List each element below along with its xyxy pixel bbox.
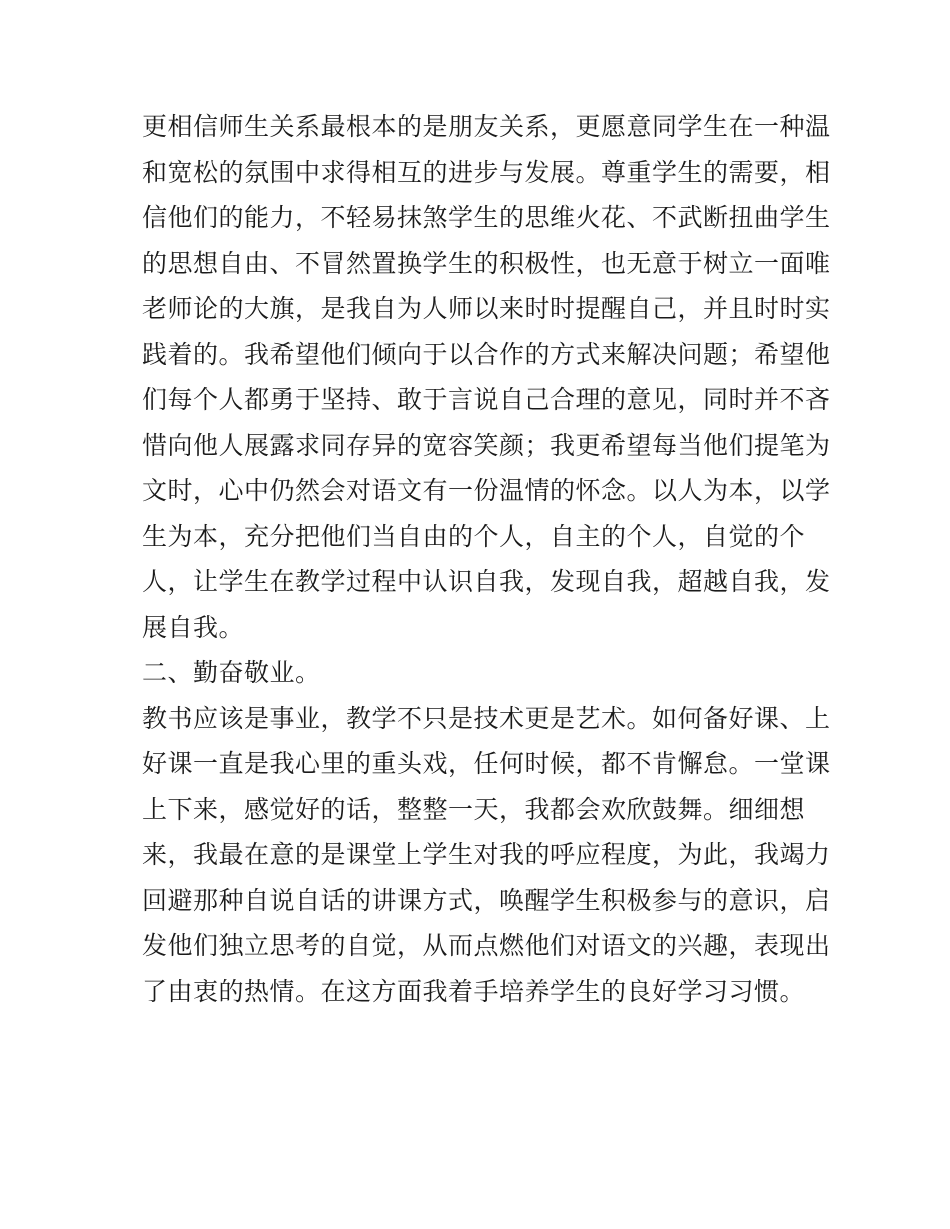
text-line: 文时，心中仍然会对语文有一份温情的怀念。以人为本，以学 xyxy=(142,476,831,505)
text-line: 们每个人都勇于坚持、敢于言说自己合理的意见，同时并不吝 xyxy=(142,385,831,414)
text-line: 老师论的大旗，是我自为人师以来时时提醒自己，并且时时实 xyxy=(142,294,831,323)
text-line: 践着的。我希望他们倾向于以合作的方式来解决问题；希望他 xyxy=(142,339,831,369)
text-line: 的思想自由、不冒然置换学生的积极性，也无意于树立一面唯 xyxy=(142,248,831,278)
text-line: 回避那种自说自话的讲课方式，唤醒学生积极参与的意识，启 xyxy=(142,885,831,915)
text-line: 人，让学生在教学过程中认识自我，发现自我，超越自我，发 xyxy=(142,567,831,596)
body-text xyxy=(142,104,831,1014)
text-line: 上下来，感觉好的话，整整一天，我都会欢欣鼓舞。细细想 xyxy=(142,794,806,824)
text-line: 了由衷的热情。在这方面我着手培养学生的良好学习习惯。 xyxy=(142,976,806,1006)
text-line: 惜向他人展露求同存异的宽容笑颜；我更希望每当他们提笔为 xyxy=(142,430,831,460)
section-heading: 二、勤奋敬业。 xyxy=(142,658,321,687)
text-line: 发他们独立思考的自觉，从而点燃他们对语文的兴趣，表现出 xyxy=(142,931,831,960)
text-line: 和宽松的氛围中求得相互的进步与发展。尊重学生的需要，相 xyxy=(142,157,831,187)
text-line: 信他们的能力，不轻易抹煞学生的思维火花、不武断扭曲学生 xyxy=(142,203,831,232)
text-line: 展自我。 xyxy=(142,612,245,642)
text-line: 生为本，充分把他们当自由的个人，自主的个人，自觉的个 xyxy=(142,521,806,551)
text-line: 更相信师生关系最根本的是朋友关系，更愿意同学生在一种温 xyxy=(142,112,831,141)
text-line: 好课一直是我心里的重头戏，任何时候，都不肯懈怠。一堂课 xyxy=(142,749,831,778)
text-line: 教书应该是事业，教学不只是技术更是艺术。如何备好课、上 xyxy=(142,703,831,733)
text-line: 来，我最在意的是课堂上学生对我的呼应程度，为此，我竭力 xyxy=(142,840,831,869)
